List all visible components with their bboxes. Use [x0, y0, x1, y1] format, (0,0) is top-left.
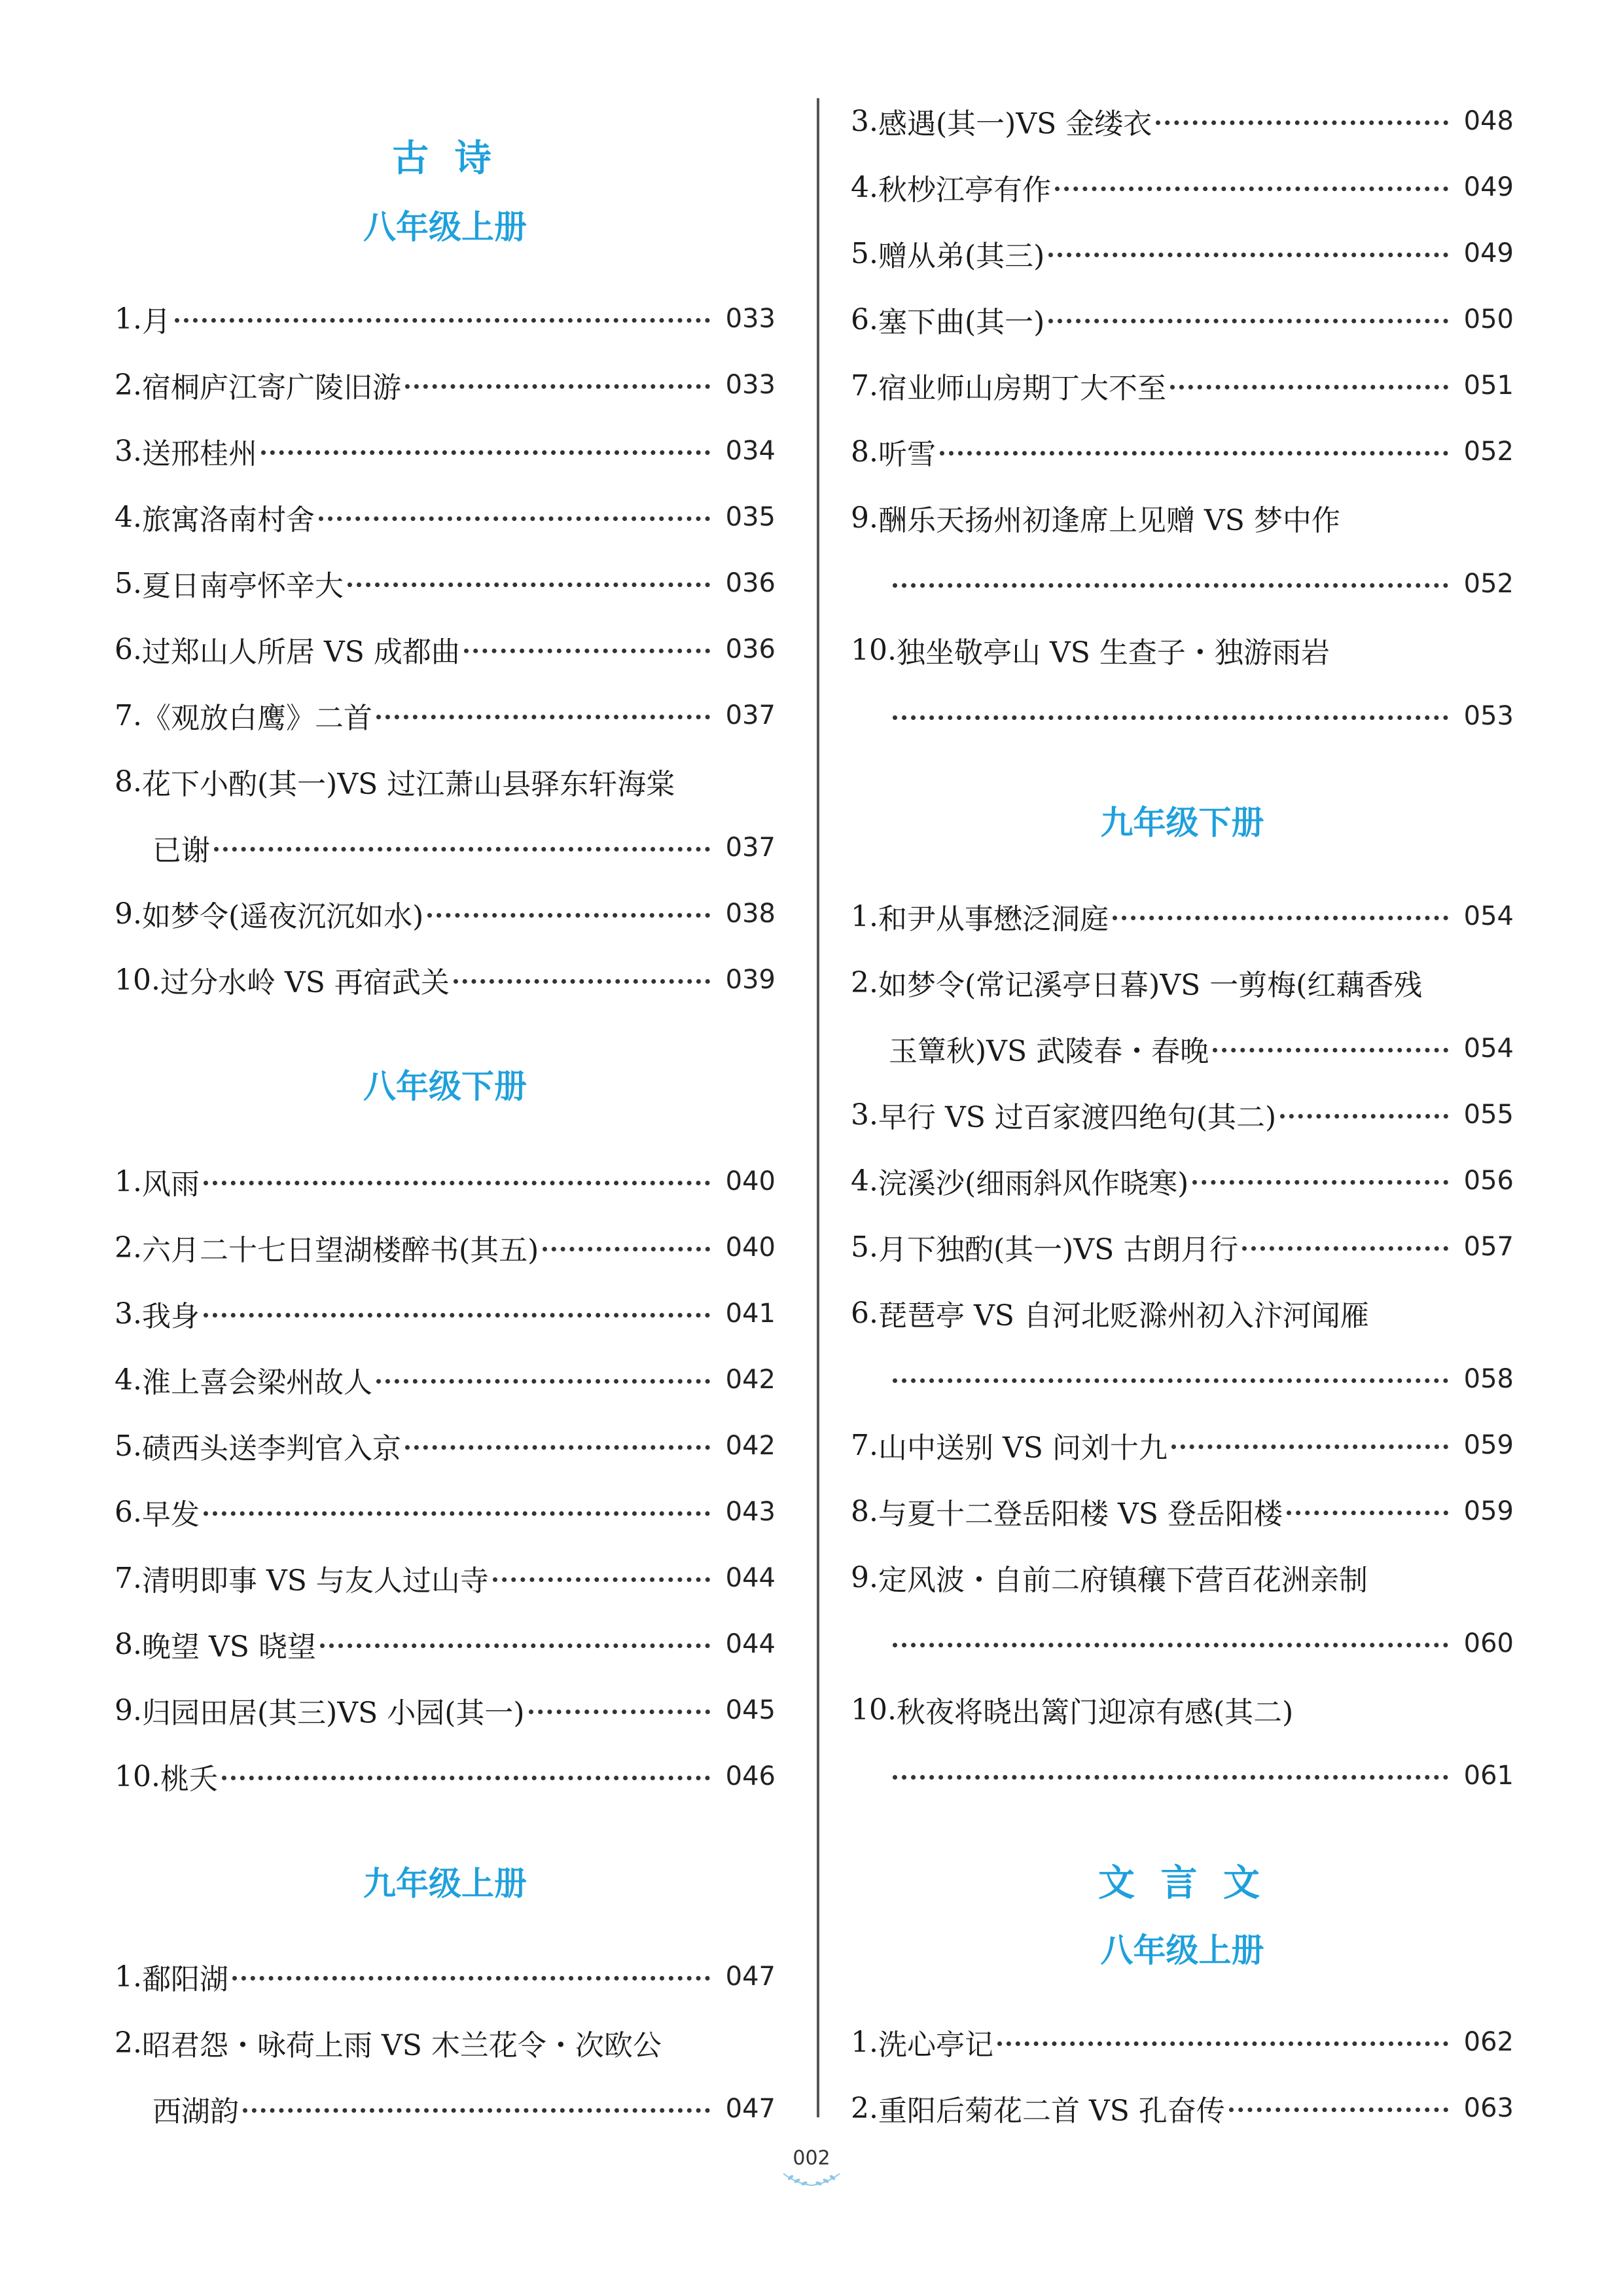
entry-number: 2.	[851, 965, 878, 999]
toc-entry[interactable]	[115, 2010, 776, 2076]
entry-title: 塞下曲(其一)	[878, 306, 1045, 339]
dot-leader	[348, 583, 710, 587]
toc-entry-continuation[interactable]	[851, 551, 1514, 617]
entry-page: 047	[725, 1962, 776, 1992]
dot-leader	[893, 1643, 1448, 1647]
toc-entry[interactable]	[115, 1744, 776, 1810]
toc-entry[interactable]	[851, 88, 1514, 154]
entry-page: 061	[1463, 1761, 1514, 1791]
toc-entry[interactable]	[115, 484, 776, 550]
toc-entry[interactable]	[115, 1215, 776, 1281]
entry-page: 035	[725, 502, 776, 532]
entry-number: 7.	[851, 368, 878, 403]
entry-page: 059	[1463, 1430, 1514, 1460]
entry-number: 1.	[851, 2025, 878, 2059]
entry-title: 月	[141, 305, 171, 338]
entry-number: 4.	[851, 170, 878, 204]
entry-number: 8.	[851, 435, 878, 469]
dot-leader	[376, 715, 710, 719]
entry-title: 《观放白鹰》二首	[141, 702, 372, 735]
page-number: 002	[793, 2147, 830, 2170]
entry-number: 3.	[115, 434, 142, 468]
toc-entry[interactable]	[115, 1611, 776, 1677]
entry-page: 042	[725, 1431, 776, 1461]
entry-title: 淮上喜会梁州故人	[141, 1366, 372, 1399]
entry-number: 10.	[851, 633, 897, 667]
entry-title: 昭君怨・咏荷上雨 VS 木兰花令・次欧公	[141, 2029, 662, 2062]
entry-number: 5.	[115, 1429, 142, 1463]
entry-title: 宿桐庐江寄广陵旧游	[141, 371, 401, 404]
entry-number: 2.	[115, 368, 142, 402]
entry-page: 034	[725, 436, 776, 466]
grade-heading: 九年级下册	[1100, 804, 1264, 842]
dot-leader	[175, 318, 710, 323]
entry-page: 046	[725, 1761, 776, 1791]
dot-leader	[1280, 1114, 1448, 1119]
entry-number: 5.	[851, 236, 878, 270]
entry-number: 9.	[851, 501, 878, 535]
entry-title-continuation: 玉簟秋)VS 武陵春・春晚	[889, 1035, 1209, 1068]
entry-page: 052	[1463, 437, 1514, 467]
dot-leader	[204, 1511, 710, 1516]
entry-title: 风雨	[141, 1168, 200, 1201]
dot-leader	[543, 1247, 709, 1251]
entry-page: 043	[725, 1497, 776, 1527]
entry-title: 秋杪江亭有作	[878, 173, 1051, 207]
dot-leader	[376, 1379, 710, 1384]
entry-title: 归园田居(其三)VS 小园(其一)	[141, 1696, 525, 1730]
entry-number: 7.	[115, 1561, 142, 1595]
entry-number: 6.	[115, 632, 142, 666]
dot-leader	[454, 979, 710, 984]
entry-number: 10.	[115, 1759, 160, 1793]
laurel-icon	[776, 2171, 847, 2188]
dot-leader	[940, 451, 1448, 456]
dot-leader	[243, 2108, 710, 2113]
entry-page: 060	[1463, 1628, 1514, 1659]
dot-leader	[320, 1643, 710, 1648]
entry-page: 063	[1463, 2093, 1514, 2123]
toc-entry-continuation[interactable]	[115, 2076, 776, 2142]
toc-entry[interactable]	[851, 1677, 1514, 1743]
entry-page: 044	[725, 1563, 776, 1593]
page-footer	[759, 2147, 864, 2193]
dot-leader	[1192, 1180, 1448, 1185]
entry-number: 10.	[115, 963, 160, 997]
dot-leader	[1048, 253, 1448, 257]
grade-heading: 八年级下册	[363, 1067, 527, 1105]
entry-page: 057	[1463, 1232, 1514, 1262]
dot-leader	[493, 1577, 710, 1582]
toc-entry[interactable]	[115, 617, 776, 683]
entry-number: 2.	[115, 2026, 142, 2060]
toc-entry[interactable]	[115, 286, 776, 352]
toc-entry[interactable]	[851, 1148, 1514, 1214]
dot-leader	[1171, 1444, 1448, 1449]
entry-page: 036	[725, 568, 776, 598]
dot-leader	[222, 1776, 710, 1780]
toc-entry[interactable]	[851, 1280, 1514, 1346]
entry-page: 051	[1463, 370, 1514, 401]
toc-entry[interactable]	[115, 881, 776, 947]
entry-page: 037	[725, 700, 776, 730]
entry-page: 042	[725, 1365, 776, 1395]
entry-title: 晚望 VS 晓望	[141, 1630, 316, 1664]
grade-heading: 八年级上册	[363, 208, 527, 246]
entry-number: 6.	[115, 1495, 142, 1529]
entry-page: 033	[725, 370, 776, 400]
toc-entry[interactable]	[851, 884, 1514, 950]
dot-leader	[319, 516, 710, 521]
entry-page: 037	[725, 833, 776, 863]
entry-page: 056	[1463, 1166, 1514, 1196]
toc-entry[interactable]	[115, 1281, 776, 1347]
entry-number: 9.	[115, 897, 142, 931]
entry-title-continuation: 西湖韵	[152, 2095, 239, 2128]
entry-number: 6.	[851, 302, 878, 336]
entry-title: 早行 VS 过百家渡四绝句(其二)	[878, 1101, 1277, 1134]
entry-page: 059	[1463, 1496, 1514, 1526]
entry-title: 清明即事 VS 与友人过山寺	[141, 1564, 489, 1598]
entry-title: 浣溪沙(细雨斜风作晓寒)	[878, 1167, 1189, 1200]
dot-leader	[1055, 187, 1448, 191]
entry-number: 8.	[115, 764, 142, 798]
entry-page: 055	[1463, 1100, 1514, 1130]
toc-entry[interactable]	[851, 1479, 1514, 1545]
toc-entry[interactable]	[115, 352, 776, 418]
toc-entry[interactable]	[851, 617, 1514, 683]
entry-title: 月下独酌(其一)VS 古朗月行	[878, 1233, 1239, 1266]
toc-entry[interactable]	[851, 221, 1514, 287]
dot-leader	[204, 1181, 710, 1185]
toc-entry-continuation[interactable]	[851, 1346, 1514, 1412]
toc-entry[interactable]	[115, 1545, 776, 1611]
dot-leader	[214, 847, 710, 852]
entry-page: 050	[1463, 304, 1514, 334]
entry-title: 听雪	[878, 438, 936, 471]
entry-number: 1.	[115, 302, 142, 336]
entry-number: 2.	[851, 2091, 878, 2125]
toc-entry[interactable]	[115, 1149, 776, 1215]
entry-number: 4.	[851, 1164, 878, 1198]
entry-title: 和尹从事懋泛洞庭	[878, 903, 1109, 936]
entry-title: 秋夜将晓出篱门迎凉有感(其二)	[896, 1696, 1294, 1729]
dot-leader	[232, 1976, 710, 1981]
toc-entry[interactable]	[851, 353, 1514, 419]
toc-entry-continuation[interactable]	[851, 683, 1514, 749]
dot-leader	[893, 715, 1448, 720]
dot-leader	[1242, 1246, 1448, 1251]
dot-leader	[1213, 1048, 1448, 1052]
entry-page: 047	[725, 2094, 776, 2124]
entry-title: 花下小酌(其一)VS 过江萧山县驿东轩海棠	[141, 768, 675, 801]
toc-entry[interactable]	[115, 1347, 776, 1413]
entry-title: 重阳后菊花二首 VS 孔奋传	[878, 2094, 1225, 2128]
entry-page: 033	[725, 304, 776, 334]
entry-title: 夏日南亭怀辛大	[141, 569, 344, 603]
entry-title: 早发	[141, 1498, 200, 1532]
entry-number: 9.	[115, 1693, 142, 1727]
entry-title: 我身	[141, 1300, 200, 1333]
dot-leader	[261, 450, 710, 455]
entry-number: 8.	[115, 1627, 142, 1661]
toc-entry[interactable]	[115, 1413, 776, 1479]
entry-number: 1.	[115, 1960, 142, 1994]
entry-page: 044	[725, 1629, 776, 1659]
grade-heading: 九年级上册	[363, 1865, 527, 1903]
entry-number: 2.	[115, 1230, 142, 1265]
entry-page: 062	[1463, 2027, 1514, 2057]
entry-page: 045	[725, 1695, 776, 1725]
entry-number: 3.	[851, 104, 878, 138]
entry-number: 6.	[851, 1296, 878, 1330]
toc-entry[interactable]	[851, 154, 1514, 221]
toc-entry[interactable]	[851, 419, 1514, 485]
toc-entry[interactable]	[851, 1545, 1514, 1611]
entry-page: 036	[725, 634, 776, 664]
entry-title: 如梦令(常记溪亭日暮)VS 一剪梅(红藕香残	[878, 969, 1423, 1002]
entry-number: 5.	[851, 1230, 878, 1264]
entry-number: 7.	[115, 698, 142, 732]
entry-page: 039	[725, 965, 776, 995]
toc-entry-continuation[interactable]	[851, 1016, 1514, 1082]
entry-title: 与夏十二登岳阳楼 VS 登岳阳楼	[878, 1498, 1283, 1531]
entry-number: 3.	[115, 1297, 142, 1331]
section-heading: 文 言 文	[1098, 1862, 1266, 1905]
entry-page: 054	[1463, 1033, 1514, 1064]
entry-page: 038	[725, 899, 776, 929]
entry-page: 058	[1463, 1364, 1514, 1394]
entry-page: 054	[1463, 901, 1514, 931]
toc-entry[interactable]	[851, 485, 1514, 551]
entry-page: 041	[725, 1299, 776, 1329]
entry-number: 8.	[851, 1494, 878, 1528]
entry-number: 7.	[851, 1428, 878, 1462]
toc-entry[interactable]	[115, 749, 776, 815]
entry-title: 洗心亭记	[878, 2028, 993, 2062]
entry-title: 赠从弟(其三)	[878, 240, 1045, 273]
entry-title-continuation: 已谢	[152, 834, 210, 867]
entry-number: 1.	[115, 1164, 142, 1198]
dot-leader	[1113, 916, 1448, 920]
toc-entry[interactable]	[851, 287, 1514, 353]
toc-entry-continuation[interactable]	[115, 815, 776, 881]
entry-number: 9.	[851, 1560, 878, 1594]
dot-leader	[405, 384, 710, 389]
entry-title: 感遇(其一)VS 金缕衣	[878, 107, 1152, 141]
toc-entry[interactable]	[115, 1479, 776, 1545]
dot-leader	[893, 583, 1448, 588]
entry-page: 053	[1463, 701, 1514, 731]
entry-title: 桃夭	[160, 1763, 218, 1796]
toc-entry[interactable]	[115, 1944, 776, 2010]
dot-leader	[464, 649, 710, 653]
dot-leader	[529, 1710, 710, 1714]
toc-entry[interactable]	[851, 1412, 1514, 1479]
entry-number: 1.	[851, 899, 878, 933]
entry-title: 宿业师山房期丁大不至	[878, 372, 1166, 405]
toc-entry-continuation[interactable]	[851, 1611, 1514, 1677]
toc-entry[interactable]	[115, 550, 776, 617]
entry-number: 3.	[851, 1098, 878, 1132]
entry-title: 如梦令(遥夜沉沉如水)	[141, 900, 424, 933]
toc-entry[interactable]	[115, 947, 776, 1013]
entry-page: 049	[1463, 172, 1514, 202]
toc-entry[interactable]	[851, 950, 1514, 1016]
toc-entry[interactable]	[851, 2009, 1514, 2075]
dot-leader	[893, 1775, 1448, 1780]
toc-entry[interactable]	[115, 683, 776, 749]
entry-number: 5.	[115, 566, 142, 600]
entry-number: 4.	[115, 1363, 142, 1397]
dot-leader	[204, 1313, 710, 1318]
entry-title: 碛西头送李判官入京	[141, 1432, 401, 1465]
entry-title: 送邢桂州	[141, 437, 257, 471]
entry-number: 10.	[851, 1693, 897, 1727]
entry-page: 049	[1463, 238, 1514, 268]
entry-title: 酬乐天扬州初逢席上见赠 VS 梦中作	[878, 504, 1340, 537]
entry-title: 旅寓洛南村舍	[141, 503, 315, 537]
entry-title: 独坐敬亭山 VS 生查子・独游雨岩	[896, 636, 1330, 670]
entry-number: 4.	[115, 500, 142, 534]
entry-page: 052	[1463, 569, 1514, 599]
toc-entry[interactable]	[115, 1677, 776, 1744]
toc-entry[interactable]	[851, 1082, 1514, 1148]
dot-leader	[1048, 319, 1448, 323]
entry-title: 六月二十七日望湖楼醉书(其五)	[141, 1234, 539, 1267]
toc-entry[interactable]	[851, 1214, 1514, 1280]
dot-leader	[1170, 385, 1448, 389]
dot-leader	[427, 913, 709, 918]
dot-leader	[1287, 1511, 1448, 1515]
entry-page: 040	[725, 1232, 776, 1263]
entry-title: 定风波・自前二府镇穰下营百花洲亲制	[878, 1564, 1368, 1597]
dot-leader	[997, 2041, 1448, 2046]
dot-leader	[405, 1445, 710, 1450]
entry-title: 过郑山人所居 VS 成都曲	[141, 636, 460, 669]
entry-title: 山中送别 VS 问刘十九	[878, 1431, 1168, 1465]
grade-heading: 八年级上册	[1100, 1931, 1264, 1969]
section-heading: 古 诗	[392, 137, 498, 180]
dot-leader	[1156, 120, 1448, 125]
entry-title: 过分水岭 VS 再宿武关	[160, 966, 450, 999]
toc-entry[interactable]	[115, 418, 776, 484]
toc-entry[interactable]	[851, 2075, 1514, 2142]
column-divider	[817, 98, 819, 2117]
entry-page: 040	[725, 1166, 776, 1196]
entry-title: 琵琶亭 VS 自河北贬滁州初入汴河闻雁	[878, 1299, 1369, 1333]
entry-title: 鄱阳湖	[141, 1963, 228, 1996]
entry-page: 048	[1463, 106, 1514, 136]
dot-leader	[893, 1378, 1448, 1383]
toc-entry-continuation[interactable]	[851, 1743, 1514, 1809]
dot-leader	[1229, 2108, 1448, 2112]
